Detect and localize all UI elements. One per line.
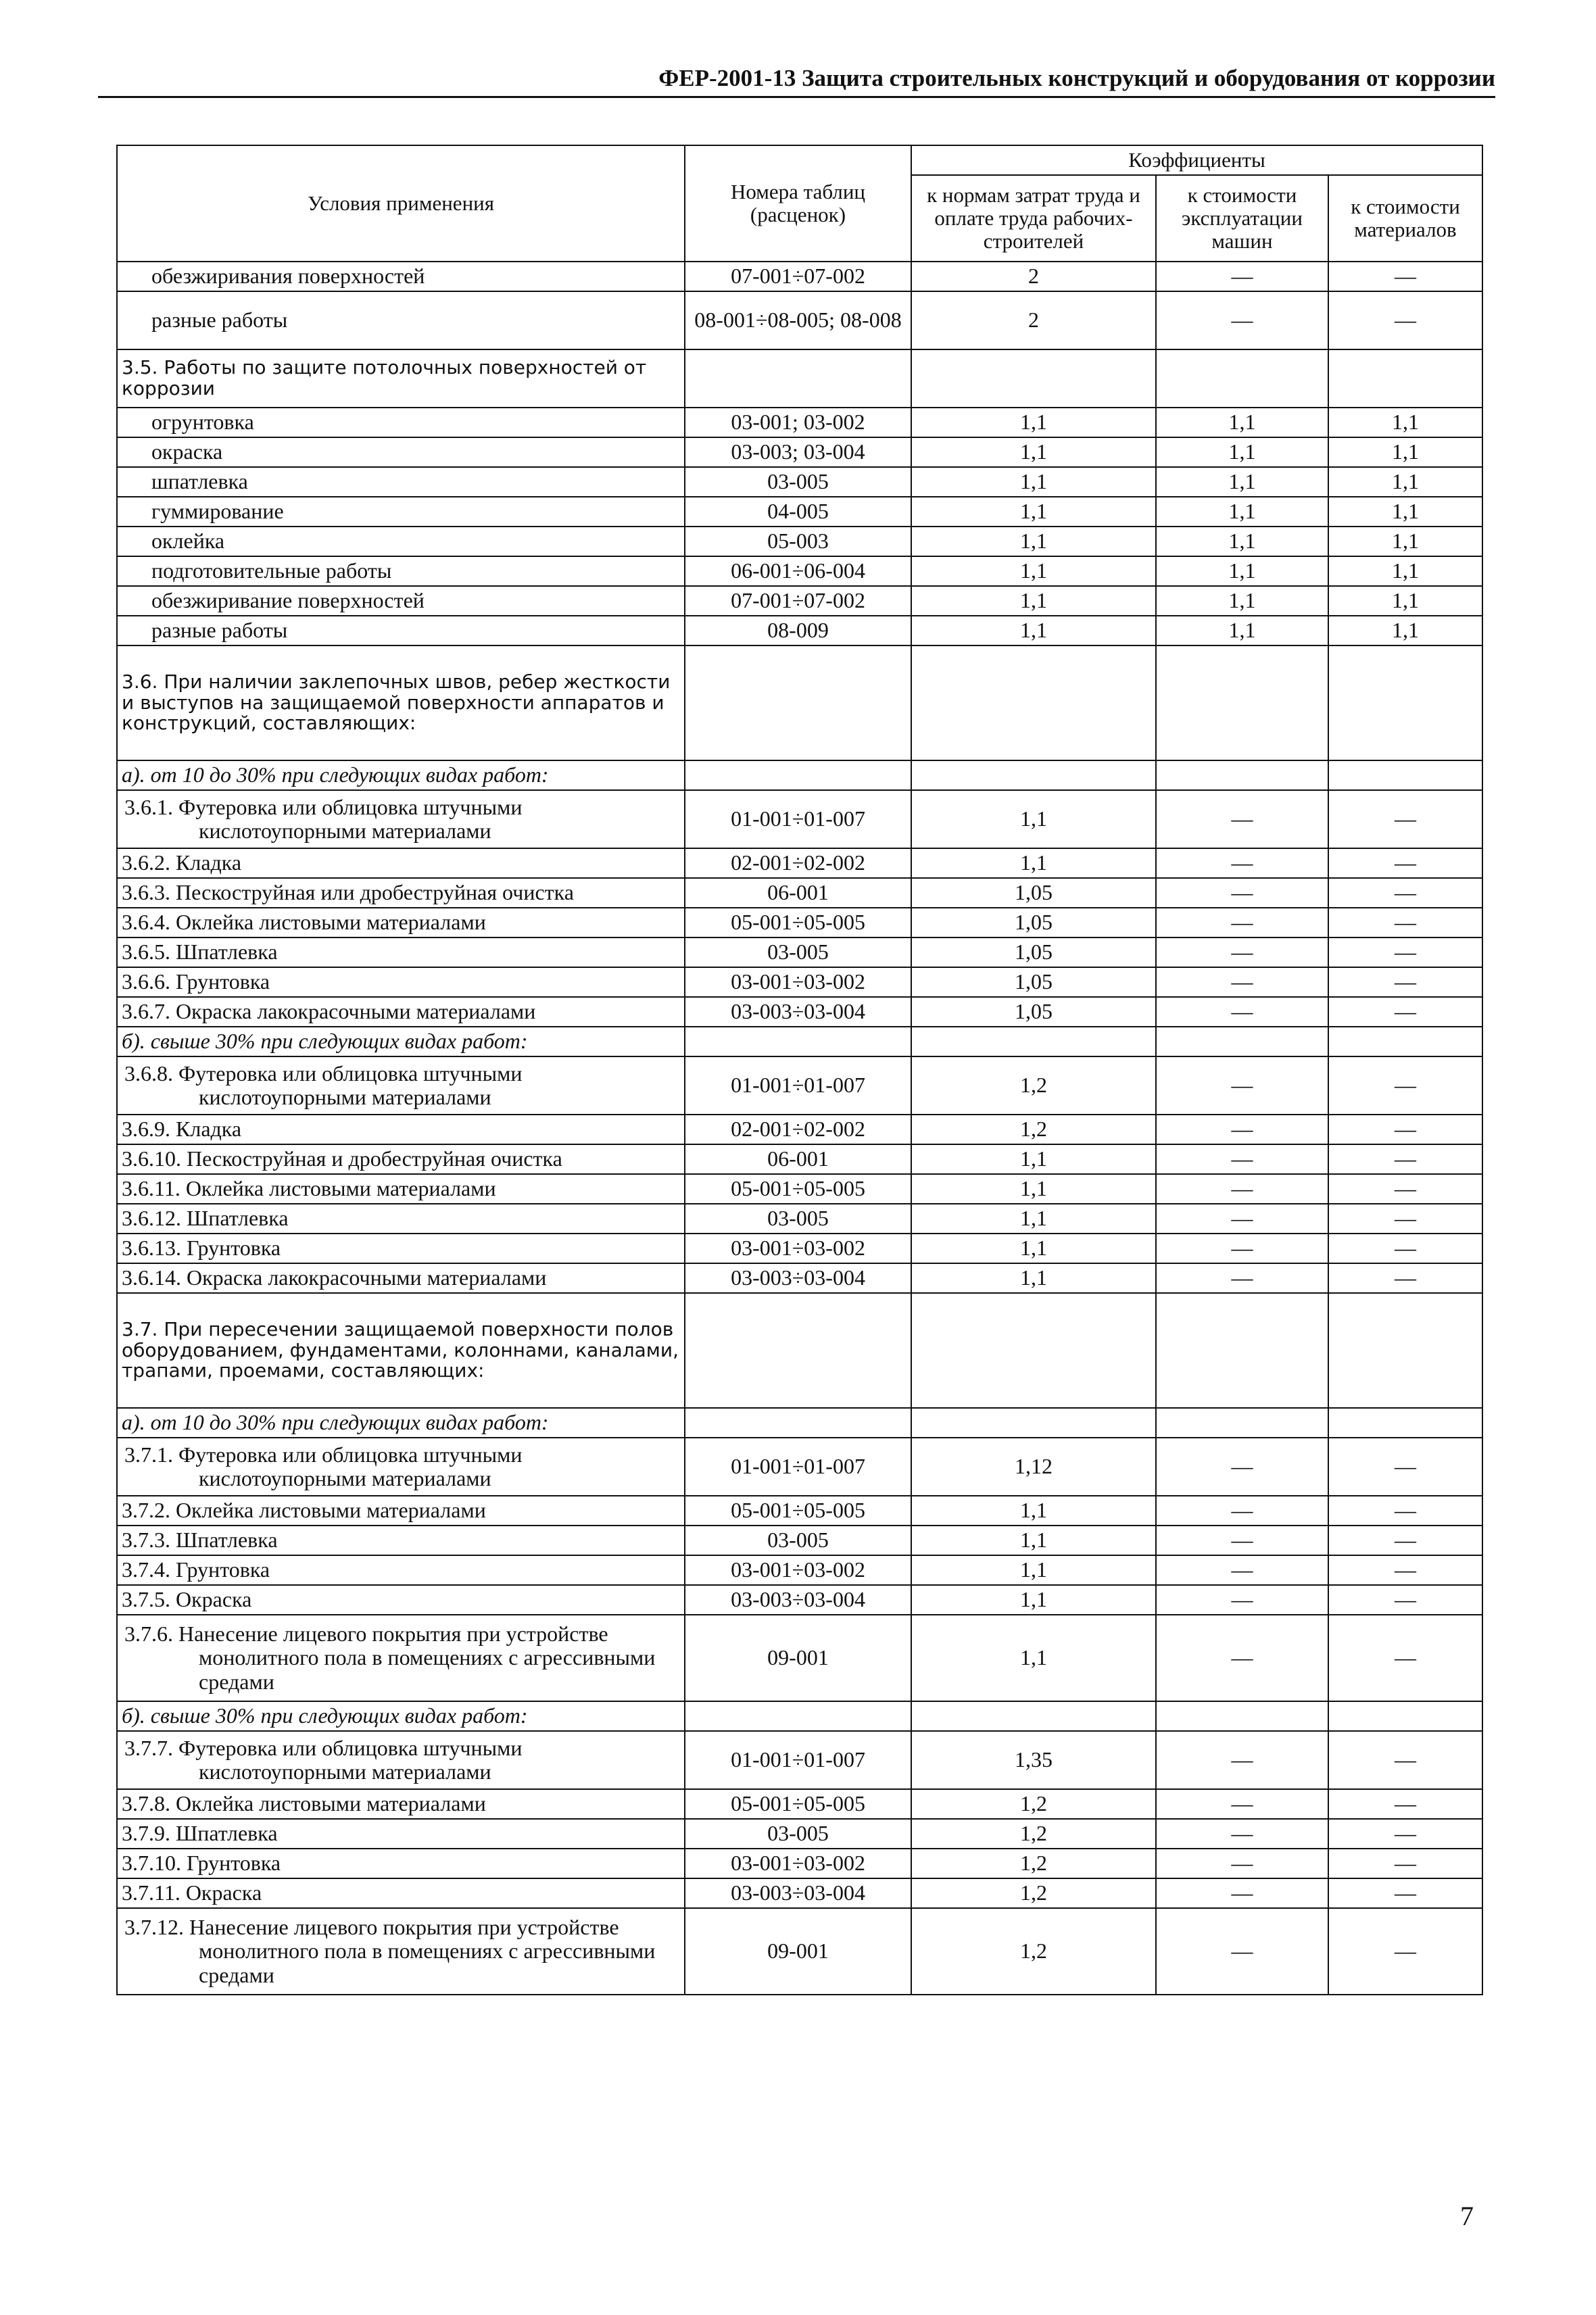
machines-coefficient-cell: —: [1156, 1438, 1328, 1496]
materials-coefficient-cell: —: [1328, 1615, 1482, 1701]
table-row: [117, 878, 1482, 908]
condition-cell: 3.6.5. Шпатлевка: [117, 937, 685, 967]
machines-coefficient-cell: —: [1156, 1555, 1328, 1585]
table-row: [117, 467, 1482, 497]
condition-cell: 3.7.6. Нанесение лицевого покрытия при устройстве монолитного пола в помещениях с агрессивными средами: [117, 1615, 685, 1701]
empty-cell: [685, 760, 911, 790]
condition-cell: гуммирование: [117, 497, 685, 527]
table-numbers-cell: 07-001÷07-002: [685, 262, 911, 291]
table-row: [117, 1819, 1482, 1849]
empty-cell: [1156, 1027, 1328, 1056]
empty-cell: [1156, 760, 1328, 790]
table-numbers-cell: 03-001÷03-002: [685, 1234, 911, 1263]
table-row: [117, 997, 1482, 1027]
table-numbers-cell: 03-003÷03-004: [685, 997, 911, 1027]
table-row: [117, 1526, 1482, 1555]
table-row: [117, 1849, 1482, 1878]
table-numbers-cell: 05-001÷05-005: [685, 1174, 911, 1204]
table-row: [117, 1174, 1482, 1204]
table-row: [117, 1438, 1482, 1496]
table-numbers-cell: 06-001: [685, 1144, 911, 1174]
condition-cell: 3.7.7. Футеровка или облицовка штучными кислотоупорными материалами: [117, 1731, 685, 1789]
condition-cell: обезжиривание поверхностей: [117, 586, 685, 616]
header-labor: к нормам затрат труда и оплате труда рабочих-строителей: [911, 175, 1156, 262]
page-number: 7: [1460, 2201, 1474, 2231]
machines-coefficient-cell: —: [1156, 937, 1328, 967]
empty-cell: [685, 645, 911, 760]
materials-coefficient-cell: —: [1328, 1144, 1482, 1174]
labor-coefficient-cell: 1,1: [911, 1144, 1156, 1174]
empty-cell: [1156, 1408, 1328, 1438]
condition-cell: 3.7.4. Грунтовка: [117, 1555, 685, 1585]
labor-coefficient-cell: 1,05: [911, 967, 1156, 997]
condition-cell: 3.6.13. Грунтовка: [117, 1234, 685, 1263]
empty-cell: [1328, 645, 1482, 760]
table-row: [117, 1615, 1482, 1701]
empty-cell: [1328, 1701, 1482, 1731]
materials-coefficient-cell: —: [1328, 1819, 1482, 1849]
table-numbers-cell: 06-001: [685, 878, 911, 908]
table-row: [117, 908, 1482, 937]
materials-coefficient-cell: 1,1: [1328, 497, 1482, 527]
table-row: [117, 790, 1482, 848]
condition-cell: 3.6.4. Оклейка листовыми материалами: [117, 908, 685, 937]
materials-coefficient-cell: —: [1328, 790, 1482, 848]
empty-cell: [1328, 1293, 1482, 1408]
materials-coefficient-cell: —: [1328, 1263, 1482, 1293]
materials-coefficient-cell: 1,1: [1328, 408, 1482, 437]
table-row: [117, 437, 1482, 467]
labor-coefficient-cell: 1,1: [911, 497, 1156, 527]
table-numbers-cell: 05-001÷05-005: [685, 1789, 911, 1819]
labor-coefficient-cell: 1,1: [911, 1204, 1156, 1234]
machines-coefficient-cell: 1,1: [1156, 408, 1328, 437]
materials-coefficient-cell: —: [1328, 1438, 1482, 1496]
table-row: [117, 497, 1482, 527]
materials-coefficient-cell: 1,1: [1328, 437, 1482, 467]
section-row: [117, 1293, 1482, 1408]
condition-cell: 3.6.12. Шпатлевка: [117, 1204, 685, 1234]
labor-coefficient-cell: 1,1: [911, 1234, 1156, 1263]
machines-coefficient-cell: —: [1156, 1263, 1328, 1293]
table-numbers-cell: 05-001÷05-005: [685, 1496, 911, 1526]
labor-coefficient-cell: 1,05: [911, 937, 1156, 967]
empty-cell: [911, 1027, 1156, 1056]
table-numbers-cell: 03-003÷03-004: [685, 1878, 911, 1908]
page-header: ФЕР-2001-13 Защита строительных конструкций и оборудования от коррозии: [98, 65, 1495, 98]
table-numbers-cell: 01-001÷01-007: [685, 1056, 911, 1115]
header-conditions: Условия применения: [117, 145, 685, 262]
machines-coefficient-cell: —: [1156, 1908, 1328, 1995]
coefficients-table: [116, 145, 1483, 1995]
table-row: [117, 1115, 1482, 1144]
table-numbers-cell: 03-003÷03-004: [685, 1263, 911, 1293]
table-numbers-cell: 08-009: [685, 616, 911, 645]
table-numbers-cell: 03-001÷03-002: [685, 1849, 911, 1878]
condition-cell: 3.7.8. Оклейка листовыми материалами: [117, 1789, 685, 1819]
labor-coefficient-cell: 1,1: [911, 1615, 1156, 1701]
materials-coefficient-cell: 1,1: [1328, 586, 1482, 616]
materials-coefficient-cell: —: [1328, 1174, 1482, 1204]
materials-coefficient-cell: —: [1328, 908, 1482, 937]
table-numbers-cell: 03-005: [685, 1526, 911, 1555]
materials-coefficient-cell: —: [1328, 1115, 1482, 1144]
machines-coefficient-cell: 1,1: [1156, 437, 1328, 467]
table-row: [117, 527, 1482, 556]
condition-cell: 3.6.7. Окраска лакокрасочными материалами: [117, 997, 685, 1027]
table-row: [117, 556, 1482, 586]
condition-cell: оклейка: [117, 527, 685, 556]
subheading: а). от 10 до 30% при следующих видах работ:: [117, 760, 685, 790]
empty-cell: [1156, 1701, 1328, 1731]
table-numbers-cell: 03-001÷03-002: [685, 1555, 911, 1585]
labor-coefficient-cell: 1,1: [911, 467, 1156, 497]
table-numbers-cell: 03-005: [685, 1819, 911, 1849]
condition-cell: обезжиривания поверхностей: [117, 262, 685, 291]
empty-cell: [911, 760, 1156, 790]
machines-coefficient-cell: —: [1156, 1526, 1328, 1555]
table-numbers-cell: 03-005: [685, 467, 911, 497]
subheading: б). свыше 30% при следующих видах работ:: [117, 1701, 685, 1731]
condition-cell: 3.6.9. Кладка: [117, 1115, 685, 1144]
header-materials: к стоимости материалов: [1328, 175, 1482, 262]
labor-coefficient-cell: 1,1: [911, 1555, 1156, 1585]
machines-coefficient-cell: —: [1156, 1234, 1328, 1263]
section-title: 3.7. При пересечении защищаемой поверхности полов оборудованием, фундаментами, колоннами, каналами, трапами, проемами, составляющих:: [117, 1293, 685, 1408]
empty-cell: [1156, 349, 1328, 408]
labor-coefficient-cell: 1,2: [911, 1908, 1156, 1995]
machines-coefficient-cell: —: [1156, 1849, 1328, 1878]
subheading-row: [117, 1701, 1482, 1731]
machines-coefficient-cell: 1,1: [1156, 467, 1328, 497]
materials-coefficient-cell: 1,1: [1328, 556, 1482, 586]
condition-cell: 3.6.8. Футеровка или облицовка штучными кислотоупорными материалами: [117, 1056, 685, 1115]
table-row: [117, 1204, 1482, 1234]
condition-cell: 3.7.5. Окраска: [117, 1585, 685, 1615]
materials-coefficient-cell: —: [1328, 967, 1482, 997]
machines-coefficient-cell: —: [1156, 1819, 1328, 1849]
condition-cell: 3.7.11. Окраска: [117, 1878, 685, 1908]
labor-coefficient-cell: 1,12: [911, 1438, 1156, 1496]
machines-coefficient-cell: —: [1156, 1731, 1328, 1789]
table-row: [117, 1731, 1482, 1789]
condition-cell: шпатлевка: [117, 467, 685, 497]
table-row: [117, 1789, 1482, 1819]
empty-cell: [1328, 1408, 1482, 1438]
machines-coefficient-cell: 1,1: [1156, 616, 1328, 645]
empty-cell: [911, 645, 1156, 760]
labor-coefficient-cell: 1,1: [911, 1496, 1156, 1526]
labor-coefficient-cell: 1,1: [911, 1585, 1156, 1615]
labor-coefficient-cell: 1,2: [911, 1056, 1156, 1115]
labor-coefficient-cell: 2: [911, 262, 1156, 291]
machines-coefficient-cell: —: [1156, 790, 1328, 848]
labor-coefficient-cell: 1,05: [911, 878, 1156, 908]
table-row: [117, 1144, 1482, 1174]
condition-cell: 3.7.10. Грунтовка: [117, 1849, 685, 1878]
table-numbers-cell: 01-001÷01-007: [685, 1731, 911, 1789]
materials-coefficient-cell: —: [1328, 997, 1482, 1027]
table-row: [117, 967, 1482, 997]
table-row: [117, 1585, 1482, 1615]
table-numbers-cell: 02-001÷02-002: [685, 1115, 911, 1144]
table-row: [117, 616, 1482, 645]
section-row: [117, 645, 1482, 760]
table-row: [117, 408, 1482, 437]
empty-cell: [1328, 1027, 1482, 1056]
subheading-row: [117, 760, 1482, 790]
table-numbers-cell: 04-005: [685, 497, 911, 527]
machines-coefficient-cell: —: [1156, 1789, 1328, 1819]
table-row: [117, 1496, 1482, 1526]
table-body: [117, 262, 1482, 1995]
machines-coefficient-cell: —: [1156, 908, 1328, 937]
subheading-row: [117, 1408, 1482, 1438]
machines-coefficient-cell: —: [1156, 878, 1328, 908]
materials-coefficient-cell: —: [1328, 1731, 1482, 1789]
materials-coefficient-cell: —: [1328, 848, 1482, 878]
header-tables: Номера таблиц (расценок): [685, 145, 911, 262]
subheading: б). свыше 30% при следующих видах работ:: [117, 1027, 685, 1056]
materials-coefficient-cell: 1,1: [1328, 527, 1482, 556]
header-coefficients: Коэффициенты: [911, 145, 1482, 175]
condition-cell: разные работы: [117, 616, 685, 645]
machines-coefficient-cell: —: [1156, 967, 1328, 997]
labor-coefficient-cell: 1,2: [911, 1789, 1156, 1819]
labor-coefficient-cell: 1,1: [911, 1263, 1156, 1293]
table-numbers-cell: 03-001÷03-002: [685, 967, 911, 997]
section-title: 3.5. Работы по защите потолочных поверхностей от коррозии: [117, 349, 685, 408]
labor-coefficient-cell: 2: [911, 291, 1156, 349]
machines-coefficient-cell: 1,1: [1156, 527, 1328, 556]
materials-coefficient-cell: —: [1328, 262, 1482, 291]
materials-coefficient-cell: —: [1328, 1496, 1482, 1526]
materials-coefficient-cell: 1,1: [1328, 616, 1482, 645]
condition-cell: 3.7.2. Оклейка листовыми материалами: [117, 1496, 685, 1526]
materials-coefficient-cell: —: [1328, 1204, 1482, 1234]
table-numbers-cell: 01-001÷01-007: [685, 1438, 911, 1496]
empty-cell: [911, 1701, 1156, 1731]
table-row: [117, 1555, 1482, 1585]
labor-coefficient-cell: 1,1: [911, 556, 1156, 586]
machines-coefficient-cell: —: [1156, 1615, 1328, 1701]
materials-coefficient-cell: —: [1328, 1878, 1482, 1908]
table-numbers-cell: 02-001÷02-002: [685, 848, 911, 878]
table-numbers-cell: 05-001÷05-005: [685, 908, 911, 937]
section-title: 3.6. При наличии заклепочных швов, ребер жесткости и выступов на защищаемой поверхности аппаратов и конструкций, составляющих:: [117, 645, 685, 760]
empty-cell: [911, 1293, 1156, 1408]
machines-coefficient-cell: —: [1156, 1878, 1328, 1908]
labor-coefficient-cell: 1,1: [911, 616, 1156, 645]
condition-cell: разные работы: [117, 291, 685, 349]
labor-coefficient-cell: 1,2: [911, 1819, 1156, 1849]
table-numbers-cell: 05-003: [685, 527, 911, 556]
table-row: [117, 1263, 1482, 1293]
condition-cell: подготовительные работы: [117, 556, 685, 586]
labor-coefficient-cell: 1,1: [911, 1174, 1156, 1204]
labor-coefficient-cell: 1,2: [911, 1878, 1156, 1908]
empty-cell: [685, 1293, 911, 1408]
table-row: [117, 586, 1482, 616]
condition-cell: 3.7.1. Футеровка или облицовка штучными кислотоупорными материалами: [117, 1438, 685, 1496]
condition-cell: окраска: [117, 437, 685, 467]
labor-coefficient-cell: 1,35: [911, 1731, 1156, 1789]
empty-cell: [1156, 645, 1328, 760]
labor-coefficient-cell: 1,05: [911, 908, 1156, 937]
condition-cell: 3.6.14. Окраска лакокрасочными материалами: [117, 1263, 685, 1293]
table-row: [117, 1234, 1482, 1263]
empty-cell: [685, 1408, 911, 1438]
machines-coefficient-cell: —: [1156, 291, 1328, 349]
table-numbers-cell: 03-003÷03-004: [685, 1585, 911, 1615]
labor-coefficient-cell: 1,2: [911, 1849, 1156, 1878]
empty-cell: [911, 349, 1156, 408]
labor-coefficient-cell: 1,1: [911, 437, 1156, 467]
materials-coefficient-cell: —: [1328, 1234, 1482, 1263]
table-numbers-cell: 03-001; 03-002: [685, 408, 911, 437]
empty-cell: [911, 1408, 1156, 1438]
subheading: а). от 10 до 30% при следующих видах работ:: [117, 1408, 685, 1438]
labor-coefficient-cell: 1,2: [911, 1115, 1156, 1144]
materials-coefficient-cell: —: [1328, 1908, 1482, 1995]
table-row: [117, 262, 1482, 291]
empty-cell: [1328, 760, 1482, 790]
materials-coefficient-cell: —: [1328, 878, 1482, 908]
empty-cell: [685, 349, 911, 408]
table-row: [117, 1908, 1482, 1995]
labor-coefficient-cell: 1,1: [911, 1526, 1156, 1555]
table-numbers-cell: 06-001÷06-004: [685, 556, 911, 586]
table-numbers-cell: 03-005: [685, 1204, 911, 1234]
labor-coefficient-cell: 1,1: [911, 408, 1156, 437]
condition-cell: 3.7.9. Шпатлевка: [117, 1819, 685, 1849]
machines-coefficient-cell: 1,1: [1156, 556, 1328, 586]
table-numbers-cell: 03-005: [685, 937, 911, 967]
materials-coefficient-cell: 1,1: [1328, 467, 1482, 497]
machines-coefficient-cell: —: [1156, 1174, 1328, 1204]
machines-coefficient-cell: —: [1156, 1585, 1328, 1615]
subheading-row: [117, 1027, 1482, 1056]
materials-coefficient-cell: —: [1328, 1849, 1482, 1878]
machines-coefficient-cell: —: [1156, 1496, 1328, 1526]
table-numbers-cell: 01-001÷01-007: [685, 790, 911, 848]
machines-coefficient-cell: —: [1156, 1056, 1328, 1115]
materials-coefficient-cell: —: [1328, 1056, 1482, 1115]
machines-coefficient-cell: 1,1: [1156, 586, 1328, 616]
header-machines: к стоимости эксплуатации машин: [1156, 175, 1328, 262]
materials-coefficient-cell: —: [1328, 1585, 1482, 1615]
condition-cell: огрунтовка: [117, 408, 685, 437]
labor-coefficient-cell: 1,1: [911, 527, 1156, 556]
empty-cell: [1328, 349, 1482, 408]
section-row: [117, 349, 1482, 408]
condition-cell: 3.6.6. Грунтовка: [117, 967, 685, 997]
machines-coefficient-cell: —: [1156, 1204, 1328, 1234]
machines-coefficient-cell: —: [1156, 262, 1328, 291]
machines-coefficient-cell: —: [1156, 1144, 1328, 1174]
table-numbers-cell: 09-001: [685, 1615, 911, 1701]
condition-cell: 3.6.3. Пескоструйная или дробеструйная очистка: [117, 878, 685, 908]
table-row: [117, 1878, 1482, 1908]
table-numbers-cell: 03-003; 03-004: [685, 437, 911, 467]
labor-coefficient-cell: 1,1: [911, 790, 1156, 848]
labor-coefficient-cell: 1,05: [911, 997, 1156, 1027]
empty-cell: [1156, 1293, 1328, 1408]
condition-cell: 3.7.3. Шпатлевка: [117, 1526, 685, 1555]
labor-coefficient-cell: 1,1: [911, 848, 1156, 878]
materials-coefficient-cell: —: [1328, 291, 1482, 349]
table-numbers-cell: 07-001÷07-002: [685, 586, 911, 616]
materials-coefficient-cell: —: [1328, 1526, 1482, 1555]
materials-coefficient-cell: —: [1328, 937, 1482, 967]
labor-coefficient-cell: 1,1: [911, 586, 1156, 616]
machines-coefficient-cell: —: [1156, 848, 1328, 878]
table-row: [117, 1056, 1482, 1115]
condition-cell: 3.6.1. Футеровка или облицовка штучными кислотоупорными материалами: [117, 790, 685, 848]
table-row: [117, 291, 1482, 349]
table-numbers-cell: 08-001÷08-005; 08-008: [685, 291, 911, 349]
materials-coefficient-cell: —: [1328, 1789, 1482, 1819]
condition-cell: 3.6.10. Пескоструйная и дробеструйная очистка: [117, 1144, 685, 1174]
machines-coefficient-cell: —: [1156, 997, 1328, 1027]
empty-cell: [685, 1701, 911, 1731]
condition-cell: 3.6.2. Кладка: [117, 848, 685, 878]
machines-coefficient-cell: —: [1156, 1115, 1328, 1144]
materials-coefficient-cell: —: [1328, 1555, 1482, 1585]
condition-cell: 3.6.11. Оклейка листовыми материалами: [117, 1174, 685, 1204]
empty-cell: [685, 1027, 911, 1056]
table-row: [117, 848, 1482, 878]
condition-cell: 3.7.12. Нанесение лицевого покрытия при устройстве монолитного пола в помещениях с агрессивными средами: [117, 1908, 685, 1995]
table-numbers-cell: 09-001: [685, 1908, 911, 1995]
table-row: [117, 937, 1482, 967]
machines-coefficient-cell: 1,1: [1156, 497, 1328, 527]
